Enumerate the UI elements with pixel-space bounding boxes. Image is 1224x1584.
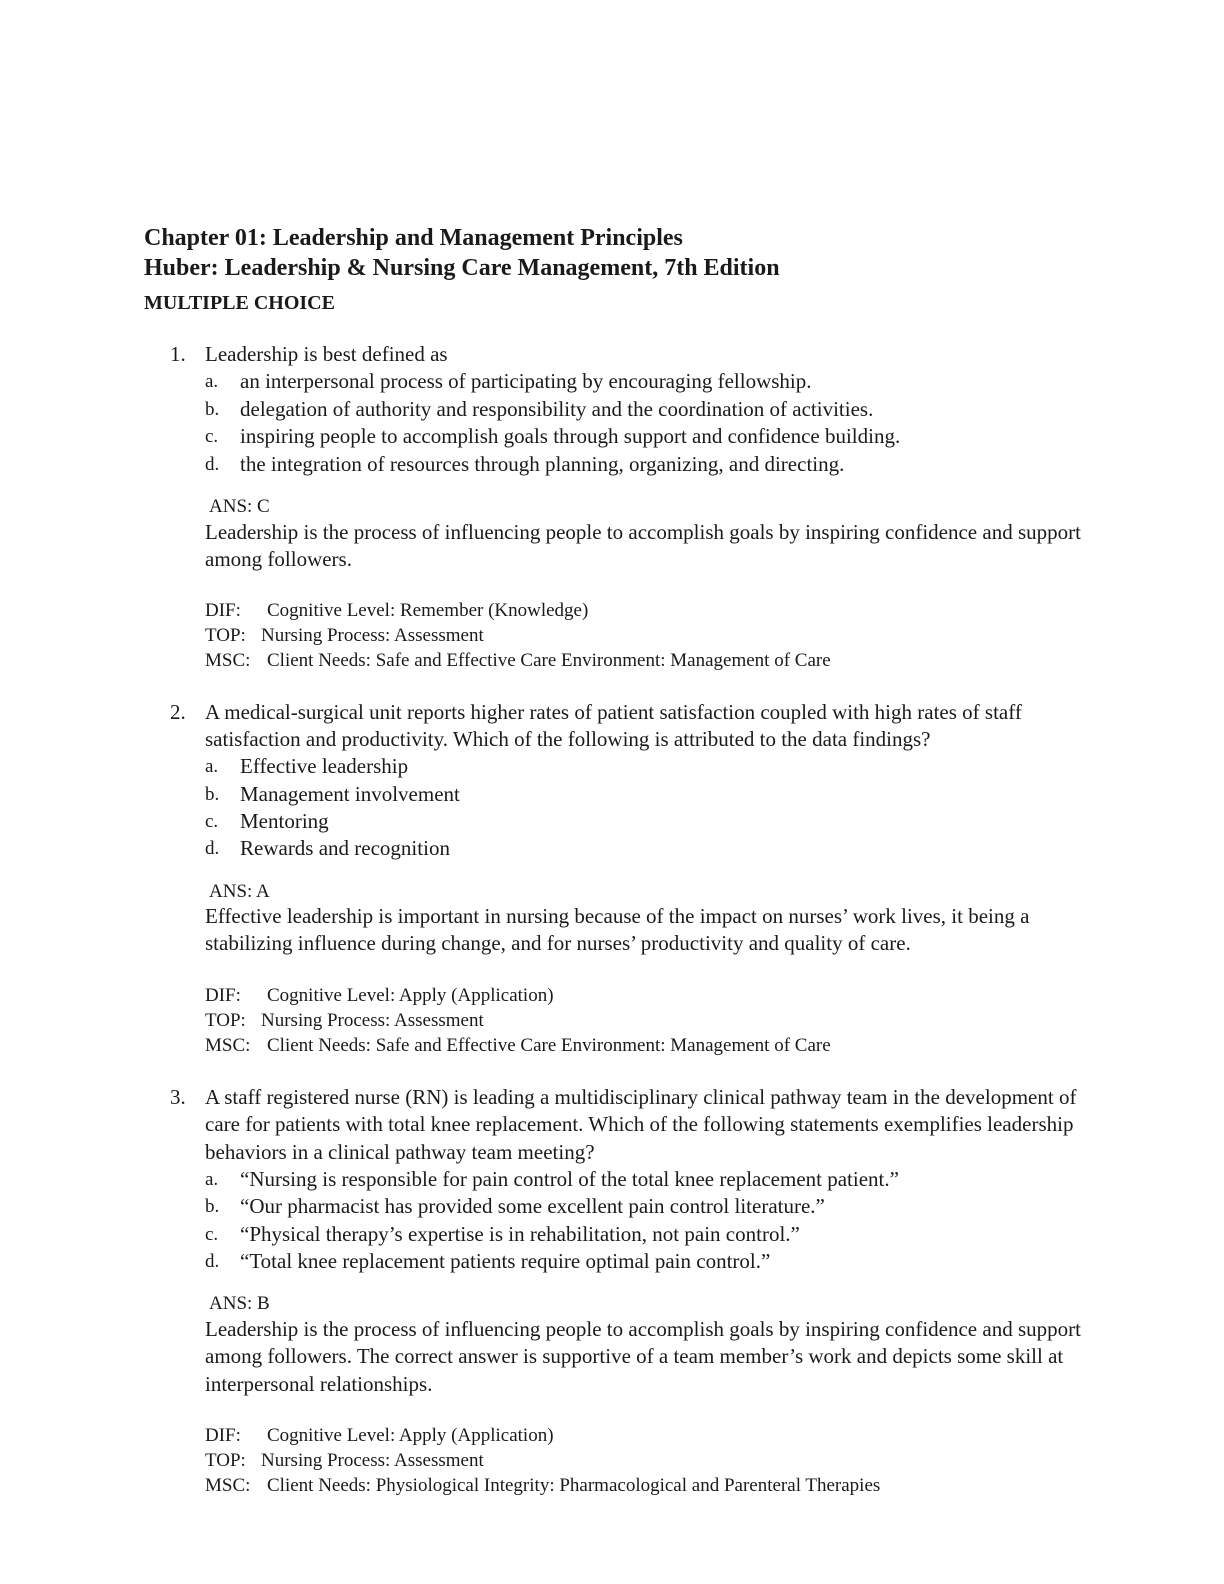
option-text: Effective leadership (240, 754, 409, 778)
dif-value: Cognitive Level: Remember (Knowledge) (267, 600, 589, 621)
dif-label: DIF: (205, 1425, 241, 1446)
question-number: 2. (170, 700, 186, 724)
rationale: Leadership is the process of influencing people to accomplish goals by inspiring confidence and support among followers. (205, 520, 1081, 572)
option-letter: d. (205, 1251, 220, 1272)
option-letter: b. (205, 1196, 220, 1217)
option-text: an interpersonal process of participating by encouraging fellowship. (240, 369, 812, 393)
rationale: Leadership is the process of influencing people to accomplish goals by inspiring confidence and support among followers. The correct answer is supportive of a team member’s work and depicts some skill at interpersonal relationships. (205, 1317, 1081, 1396)
question-number: 1. (170, 342, 186, 366)
msc-value: Client Needs: Physiological Integrity: Pharmacological and Parenteral Therapies (267, 1475, 881, 1496)
question-number: 3. (170, 1085, 186, 1109)
question-stem: Leadership is best defined as (205, 342, 448, 366)
top-value: Nursing Process: Assessment (261, 1450, 484, 1471)
option-letter: a. (205, 756, 219, 777)
dif-value: Cognitive Level: Apply (Application) (267, 985, 554, 1006)
msc-line (205, 1033, 831, 1058)
option-letter: a. (205, 371, 219, 392)
question-stem: A medical-surgical unit reports higher rates of patient satisfaction coupled with high rates of staff satisfaction and productivity. Which of the following is attributed to the data findings? (205, 700, 1022, 752)
answer-key: ANS: A (209, 881, 270, 902)
top-label: TOP: (205, 625, 246, 646)
option-text: Management involvement (240, 782, 460, 806)
option-text: “Our pharmacist has provided some excellent pain control literature.” (240, 1194, 825, 1218)
top-value: Nursing Process: Assessment (261, 625, 484, 646)
msc-value: Client Needs: Safe and Effective Care Environment: Management of Care (267, 650, 831, 671)
msc-label: MSC: (205, 1475, 251, 1496)
dif-label: DIF: (205, 600, 241, 621)
option-letter: d. (205, 838, 220, 859)
msc-label: MSC: (205, 650, 251, 671)
option-text: Mentoring (240, 809, 329, 833)
top-line (205, 1008, 484, 1033)
msc-line (205, 648, 831, 673)
top-line (205, 1448, 484, 1473)
option-letter: c. (205, 1224, 219, 1245)
msc-line (205, 1473, 880, 1498)
option-letter: d. (205, 454, 220, 475)
msc-label: MSC: (205, 1035, 251, 1056)
option-text: “Nursing is responsible for pain control of the total knee replacement patient.” (240, 1167, 899, 1191)
option-letter: c. (205, 426, 219, 447)
dif-value: Cognitive Level: Apply (Application) (267, 1425, 554, 1446)
book-title: Huber: Leadership & Nursing Care Management, 7th Edition (144, 255, 780, 281)
question-stem: A staff registered nurse (RN) is leading a multidisciplinary clinical pathway team in the development of care for patients with total knee replacement. Which of the following statements exemplifies leadership behaviors in a clinical pathway team meeting? (205, 1085, 1077, 1164)
option-letter: a. (205, 1169, 219, 1190)
dif-line (205, 983, 554, 1008)
answer-key: ANS: C (209, 496, 270, 517)
chapter-title: Chapter 01: Leadership and Management Principles (144, 225, 683, 251)
dif-line (205, 1423, 554, 1448)
option-letter: c. (205, 811, 219, 832)
option-text: Rewards and recognition (240, 836, 450, 860)
option-text: delegation of authority and responsibility and the coordination of activities. (240, 397, 874, 421)
dif-line (205, 598, 588, 623)
option-letter: b. (205, 399, 220, 420)
option-text: inspiring people to accomplish goals through support and confidence building. (240, 424, 901, 448)
option-text: the integration of resources through planning, organizing, and directing. (240, 452, 845, 476)
top-line (205, 623, 484, 648)
rationale: Effective leadership is important in nursing because of the impact on nurses’ work lives, it being a stabilizing influence during change, and for nurses’ productivity and quality of care. (205, 904, 1030, 956)
dif-label: DIF: (205, 985, 241, 1006)
section-title: MULTIPLE CHOICE (144, 292, 335, 314)
top-label: TOP: (205, 1010, 246, 1031)
top-value: Nursing Process: Assessment (261, 1010, 484, 1031)
option-letter: b. (205, 784, 220, 805)
top-label: TOP: (205, 1450, 246, 1471)
msc-value: Client Needs: Safe and Effective Care Environment: Management of Care (267, 1035, 831, 1056)
answer-key: ANS: B (209, 1293, 270, 1314)
option-text: “Total knee replacement patients require optimal pain control.” (240, 1249, 771, 1273)
option-text: “Physical therapy’s expertise is in rehabilitation, not pain control.” (240, 1222, 800, 1246)
